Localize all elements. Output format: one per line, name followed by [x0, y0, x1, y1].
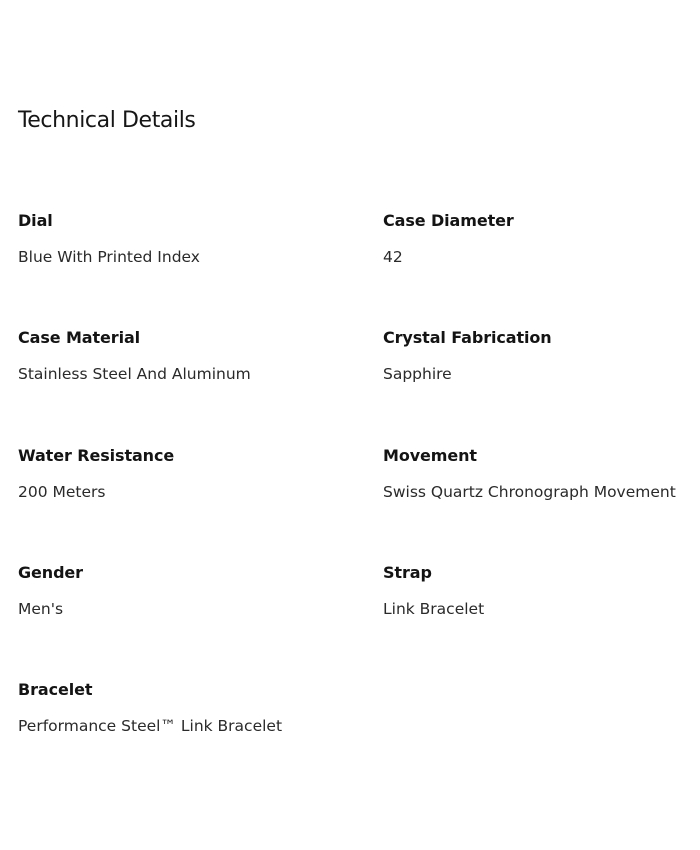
spec-label: Crystal Fabrication — [383, 328, 552, 347]
spec-label: Movement — [383, 446, 477, 465]
spec-value: Link Bracelet — [383, 600, 485, 618]
spec-dial — [18, 210, 348, 268]
spec-value: Stainless Steel And Aluminum — [18, 365, 251, 383]
spec-label: Strap — [383, 563, 432, 582]
spec-bracelet — [18, 679, 348, 737]
spec-label: Case Diameter — [383, 211, 514, 230]
spec-label: Case Material — [18, 328, 141, 347]
spec-value: Men's — [18, 600, 64, 618]
spec-value: 200 Meters — [18, 483, 106, 501]
spec-movement — [383, 445, 700, 503]
spec-water-resistance — [18, 445, 348, 503]
spec-label: Gender — [18, 563, 83, 582]
spec-value: 42 — [383, 248, 403, 266]
spec-case-diameter — [383, 210, 700, 268]
spec-label: Bracelet — [18, 680, 93, 699]
spec-label: Water Resistance — [18, 446, 175, 465]
technical-details-section — [18, 106, 700, 735]
spec-case-material — [18, 327, 348, 385]
spec-label: Dial — [18, 211, 53, 230]
spec-gender — [18, 562, 348, 620]
spec-value: Blue With Printed Index — [18, 248, 200, 266]
spec-value: Performance Steel™ Link Bracelet — [18, 717, 283, 735]
spec-strap — [383, 562, 700, 620]
section-title: Technical Details — [18, 108, 196, 133]
spec-value: Swiss Quartz Chronograph Movement — [383, 483, 676, 501]
spec-crystal-fabrication — [383, 327, 700, 385]
spec-value: Sapphire — [383, 365, 452, 383]
